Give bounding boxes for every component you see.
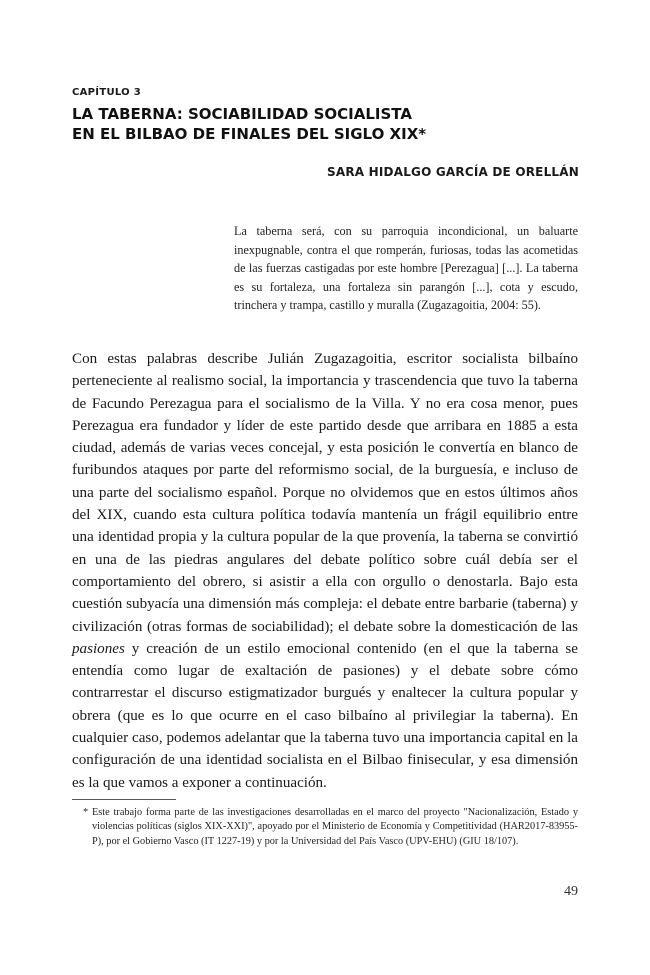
body-text-part-2: y creación de un estilo emocional contenido (en el que la taberna se entendía como lugar de exaltación de pasiones) y el debate sobre cómo contrarrestar el discurso estigmatizador burgués y enaltecer la cultura popular y obrera (que es lo que ocurre en el caso bilbaíno al privilegiar la taberna). En cualquier caso, podemos adelantar que la taberna tuvo una importancia capital en la configuración de una identidad socialista en el Bilbao finisecular, y esa dimensión es la que vamos a exponer a continuación. — [72, 640, 578, 791]
chapter-title-line-1: LA TABERNA: SOCIABILIDAD SOCIALISTA — [72, 105, 412, 123]
chapter-title-line-2: EN EL BILBAO DE FINALES DEL SIGLO XIX* — [72, 125, 427, 143]
footnote-mark: * — [83, 807, 89, 818]
footnote-divider — [72, 799, 176, 800]
page-number: 49 — [564, 884, 578, 899]
body-paragraph — [72, 348, 578, 794]
chapter-title — [72, 104, 572, 144]
author-name: SARA HIDALGO GARCÍA DE ORELLÁN — [327, 165, 579, 179]
footnote-text: Este trabajo forma parte de las investigaciones desarrolladas en el marco del proyecto "Nacionalización, Estado y violencias políticas (siglos XIX-XXI)", apoyado por el Ministerio de Economía y Competitividad (HAR2017-83955-P), por el Gobierno Vasco (IT 1227-19) y por la Universidad del País Vasco (UPV-EHU) (GIU 18/107). — [92, 807, 578, 847]
epigraph-quote: La taberna será, con su parroquia incondicional, un baluarte inexpugnable, contra el que romperán, furiosas, todas las acometidas de las fuerzas castigadas por este hombre [Perezagua] [...]. La taberna es su fortaleza, una fortaleza sin parangón [...], cota y escudo, trinchera y trampa, castillo y muralla (Zugazagoitia, 2004: 55). — [234, 224, 578, 313]
body-emphasis: pasiones — [72, 640, 125, 657]
chapter-label: CAPÍTULO 3 — [72, 87, 142, 98]
footnote — [83, 806, 578, 849]
body-text-part-1: Con estas palabras describe Julián Zugazagoitia, escritor socialista bilbaíno perteneciente al realismo social, la importancia y trascendencia que tuvo la taberna de Facundo Perezagua para el socialismo de la Villa. Y no era cosa menor, pues Perezagua era fundador y líder de este partido desde que arribara en 1885 a esta ciudad, además de varias veces concejal, y esta posición le convertía en blanco de furibundos ataques por parte del reformismo social, de la burguesía, e incluso de una parte del socialismo español. Porque no olvidemos que en estos últimos años del XIX, cuando esta cultura política todavía mantenía un frágil equilibrio entre una identidad propia y la cultura popular de la que provenía, la taberna se convirtió en una de las piedras angulares del debate político sobre cuál debía ser el comportamiento del obrero, si asistir a ella con orgullo o denostarla. Bajo esta cuestión subyacía una dimensión más compleja: el debate entre barbarie (taberna) y civilización (otras formas de sociabilidad); el debate sobre la domesticación de las — [72, 351, 578, 635]
